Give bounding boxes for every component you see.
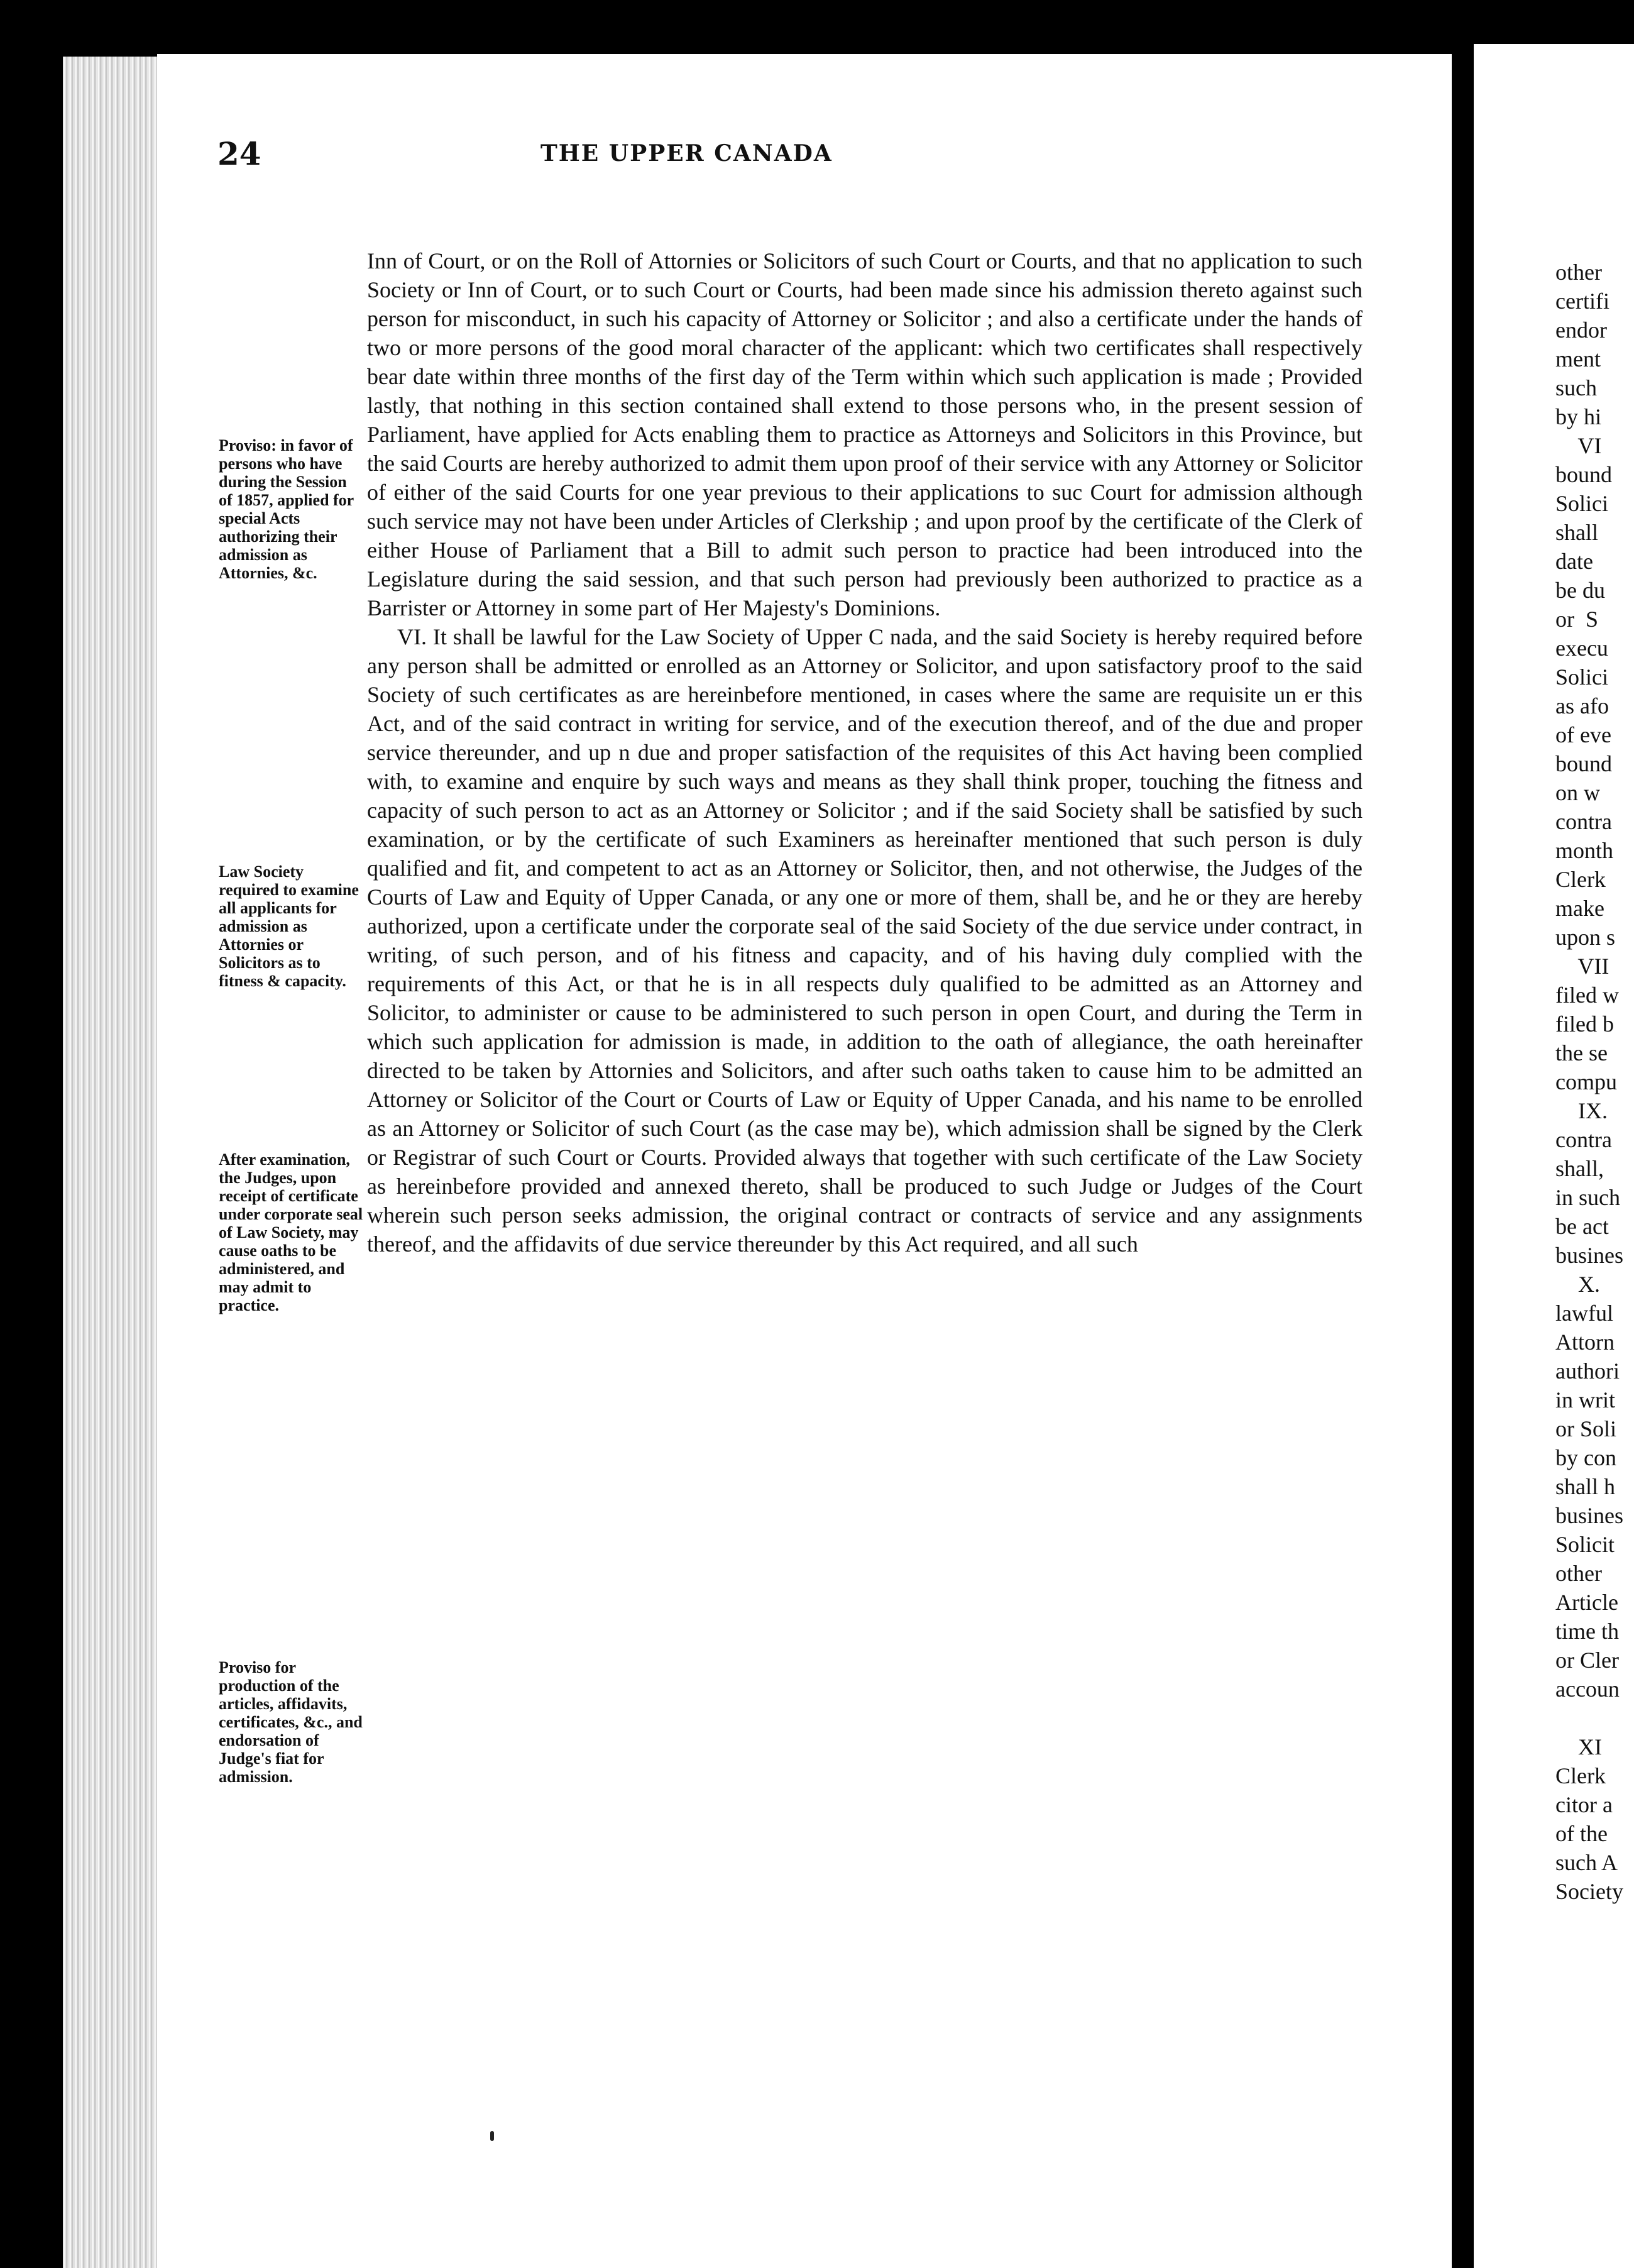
running-head: THE UPPER CANADA xyxy=(540,140,833,167)
paragraph-continuation: Inn of Court, or on the Roll of Attornies or Solicitors of such Court or Courts, and that no application to such Society or Inn of Court, or to such Court or Courts, had been made since his admission thereto against such person for misconduct, in such his capacity of Attorney or Solicitor ; and also a certificate under the hands of two or more persons of the good moral character of the applicant: which two certificates shall respectively bear date within three months of the first day of the Term within which such application is made ; Provided lastly, that nothing in this section contained shall extend to those persons who, in the present session of Parliament, have applied for Acts enabling them to practice as Attorneys and Solicitors in this Province, but the said Courts are hereby authorized to admit them upon proof of their service with any Attorney or Solicitor of either of the said Courts for one year previous to their applications to suc Court for admission although such service may not have been under Articles of Clerkship ; and upon proof by the certificate of the Clerk of either House of Parliament that a Bill to admit such person to practice had been introduced into the Legislature during the said session, and that such person had previously been authorized to practice as a Barrister or Attorney in some part of Her Majesty's Dominions. xyxy=(367,248,1363,620)
body-text xyxy=(367,246,1363,1258)
sidenote-proviso: Proviso: in favor of persons who have during the Session of 1857, applied for special Acts authorizing their admission as Attornies, &c. xyxy=(219,436,354,582)
sidenote-law-society: Law Society required to examine all applicants for admission as Attornies or Solicitors as to fitness & capacity. xyxy=(219,862,359,990)
ink-speck xyxy=(490,2131,494,2141)
page-number: 24 xyxy=(217,135,261,172)
paragraph-section-vi: VI. It shall be lawful for the Law Society of Upper C nada, and the said Society is hereby required before any person shall be admitted or enrolled as an Attorney or Solicitor, and upon satisfactory proof to the said Society of such certificates as are hereinbefore mentioned, in cases where the same are requisite un er this Act, and of the said contract in writing for service, and of the execution thereof, and of the due and proper service thereunder, and up n due and proper satisfaction of the requisites of this Act having been complied with, to examine and enquire by such ways and means as they shall think proper, touching the fitness and capacity of such person to act as an Attorney or Solicitor ; and if the said Society shall be satisfied by such examination, or by the certificate of such Examiners as hereinafter mentioned that such person is duly qualified and fit, and competent to act as an Attorney or Solicitor, then, and not otherwise, the Judges of the Courts of Law and Equity of Upper Canada, or any one or more of them, shall be, and he or they are hereby authorized, upon a certificate under the corporate seal of the said Society of the due service under contract, in writing, of such person, and of his fitness and capacity, and of his having duly complied with the requirements of this Act, or that he is in all respects duly qualified to be admitted as an Attorney and Solicitor, to administer or cause to be administered to such person in open Court, and during the Term in which such application for admission is made, in addition to the oath of allegiance, the oath hereinafter directed to be taken by Attornies and Solicitors, and after such oaths taken to cause him to be admitted an Attorney or Solicitor of the Court or Courts of Law or Equity of Upper Canada, and his name to be enrolled as an Attorney or Solicitor of such Court (as the case may be), which admission shall be signed by the Clerk or Registrar of such Court or Courts. Provided always that together with such certificate of the Law Society as hereinbefore provided and annexed thereto, shall be produced to such Judge or Judges of the Court wherein such person seeks admission, the original contract or contracts of service and any assignments thereof, and the affidavits of due service thereunder by this Act required, and all such xyxy=(367,624,1363,1257)
sidenote-proviso-production: Proviso for production of the articles, affidavits, certificates, &c., and endorsation of Judge's fiat for admission. xyxy=(219,1658,363,1786)
sidenote-after-examination: After examination, the Judges, upon receipt of certificate under corporate seal of Law Society, may cause oaths to be administered, and may admit to practice. xyxy=(219,1150,363,1314)
right-page-text: other certifi endor ment such by hi VI bound Solici shall date be du or S execu Solici as afo of eve bound on w contra month Clerk make upon s VII filed w filed b the se compu IX. contra shall, in such be act busines X. lawful Attorn authori in writ or Soli by con shall h busines Solicit other Article time th or Cler accoun XI Clerk citor a of the such A Society xyxy=(1555,260,1623,1904)
page-header xyxy=(0,135,1634,185)
right-page xyxy=(1474,44,1634,2268)
